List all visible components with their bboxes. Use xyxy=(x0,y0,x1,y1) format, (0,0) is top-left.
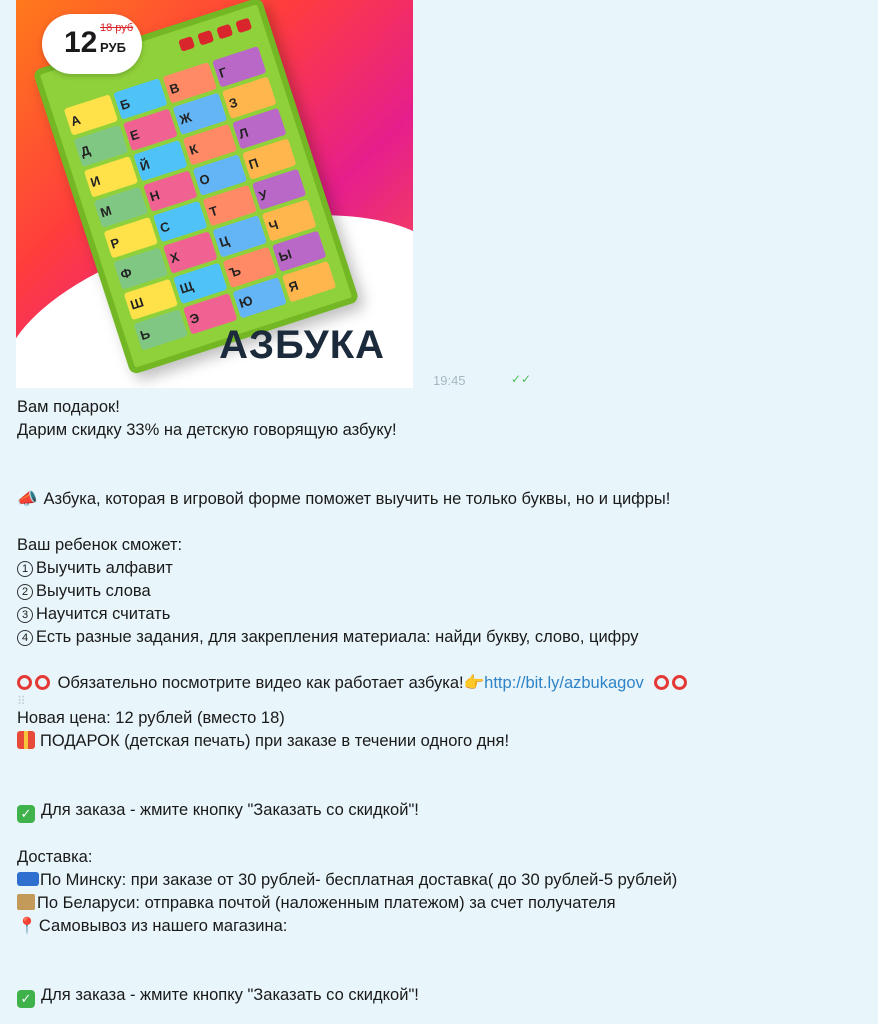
poster-letter-cell: С xyxy=(153,201,207,243)
poster-letter-cell: Л xyxy=(232,107,286,149)
poster-letter-cell: Ю xyxy=(232,277,286,319)
red-circle-icon xyxy=(672,675,687,690)
poster-letter-cell: Н xyxy=(143,170,197,212)
gift-icon xyxy=(17,731,35,749)
red-circle-icon xyxy=(17,675,32,690)
skill-item: 3 Научится считать xyxy=(17,603,867,626)
red-circle-icon xyxy=(35,675,50,690)
poster-letter-cell: П xyxy=(242,138,296,180)
poster-letter-cell: Ь xyxy=(134,309,188,351)
intro-line: 📣 Азбука, которая в игровой форме поможет выучить не только буквы, но и цифры! xyxy=(17,488,867,511)
delivery-belarus-line: По Беларуси: отправка почтой (наложенным платежом) за счет получателя xyxy=(17,892,867,915)
read-check-icon: ✓✓ xyxy=(511,372,532,386)
poster-letter-cell: Ц xyxy=(213,215,267,257)
pickup-line: 📍 Самовывоз из нашего магазина: xyxy=(17,915,867,938)
red-circle-icon xyxy=(654,675,669,690)
poster-letter-cell: Э xyxy=(183,293,237,335)
check-mark-icon: ✓ xyxy=(17,805,35,823)
skill-item: 1 Выучить алфавит xyxy=(17,557,867,580)
poster-letter-cell: З xyxy=(222,77,276,119)
poster-letter-cell: Ъ xyxy=(222,246,276,288)
number-1-icon: 1 xyxy=(17,561,33,577)
pointing-hand-icon: 👉 xyxy=(463,674,485,692)
poster-letter-cell: Р xyxy=(104,217,158,259)
message-line: Вам подарок! xyxy=(17,398,120,416)
delivery-heading: Доставка: xyxy=(17,848,93,866)
poster-letter-cell: Ф xyxy=(114,248,168,290)
poster-letter-cell: А xyxy=(64,94,118,136)
poster-letter-cell: Ш xyxy=(124,278,178,320)
poster-letter-cell: У xyxy=(252,169,306,211)
order-cta-line: ✓ Для заказа - жмите кнопку "Заказать со скидкой"! xyxy=(17,799,867,823)
poster-letter-cell: Г xyxy=(212,46,266,88)
photo-title: АЗБУКА xyxy=(219,323,385,367)
poster-letter-cell: К xyxy=(183,123,237,165)
poster-letter-cell: М xyxy=(94,186,148,228)
poster-letter-cell: Ч xyxy=(262,199,316,241)
poster-letter-cell: Я xyxy=(282,261,336,303)
car-icon xyxy=(17,872,39,886)
number-3-icon: 3 xyxy=(17,607,33,623)
badge-new-price: 12 xyxy=(64,26,98,59)
badge-currency: РУБ xyxy=(100,40,126,55)
price-badge xyxy=(42,14,142,74)
order-cta-line: ✓ Для заказа - жмите кнопку "Заказать со скидкой"! xyxy=(17,984,867,1008)
megaphone-icon: 📣 xyxy=(17,490,38,508)
package-icon xyxy=(17,894,35,910)
message-line: Дарим скидку 33% на детскую говорящую азбуку! xyxy=(17,421,397,439)
pin-icon: 📍 xyxy=(17,918,37,935)
delivery-minsk-line: По Минску: при заказе от 30 рублей- бесплатная доставка( до 30 рублей-5 рублей) xyxy=(17,869,867,892)
badge-old-price: 18 руб xyxy=(100,22,134,34)
skill-item: 2 Выучить слова xyxy=(17,580,867,603)
poster-letter-cell: Ы xyxy=(272,230,326,272)
poster-letter-cell: Ж xyxy=(173,93,227,135)
poster-letter-cell: Д xyxy=(74,125,128,167)
product-photo[interactable] xyxy=(16,0,413,388)
poster-letter-cell: Й xyxy=(133,140,187,182)
poster-letter-cell: И xyxy=(84,156,138,198)
gift-line: ПОДАРОК (детская печать) при заказе в течении одного дня! xyxy=(17,730,867,753)
poster-letter-cell: Е xyxy=(123,109,177,151)
number-4-icon: 4 xyxy=(17,630,33,646)
message-time: 19:45 xyxy=(433,373,466,388)
new-price-line: Новая цена: 12 рублей (вместо 18) xyxy=(17,709,285,727)
poster-letter-cell: Т xyxy=(203,185,257,227)
skill-item: 4 Есть разные задания, для закрепления материала: найди букву, слово, цифру xyxy=(17,626,867,649)
poster-letter-cell: О xyxy=(193,154,247,196)
poster-letter-cell: В xyxy=(163,62,217,104)
separator-dots-icon: ⠿ xyxy=(17,694,26,708)
check-mark-icon: ✓ xyxy=(17,990,35,1008)
video-link[interactable]: http://bit.ly/azbukagov xyxy=(484,674,644,692)
video-line: Обязательно посмотрите видео как работает азбука!👉http://bit.ly/azbukagov xyxy=(17,672,867,695)
poster-letter-cell: Х xyxy=(163,232,217,274)
skills-heading: Ваш ребенок сможет: xyxy=(17,536,183,554)
poster-letter-cell: Б xyxy=(113,78,167,120)
message-text xyxy=(17,396,867,1008)
number-2-icon: 2 xyxy=(17,584,33,600)
poster-letter-cell: Щ xyxy=(173,262,227,304)
